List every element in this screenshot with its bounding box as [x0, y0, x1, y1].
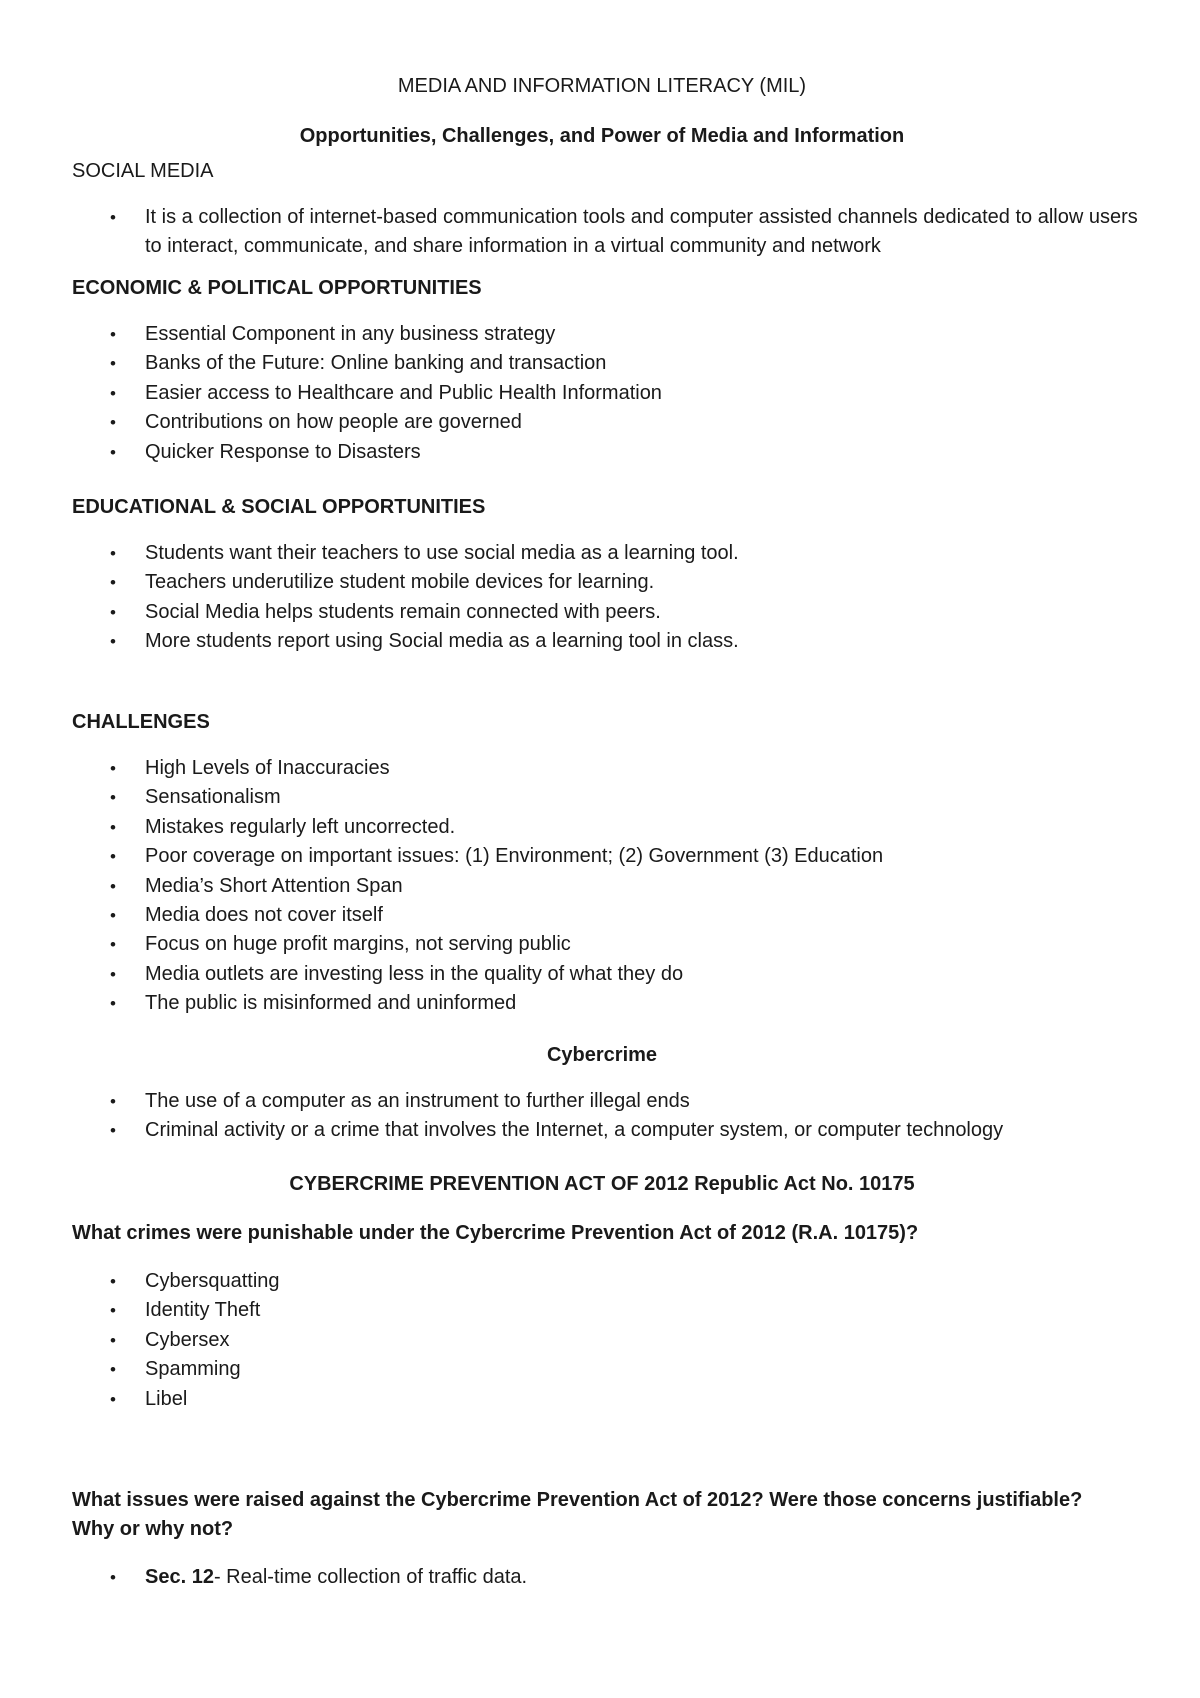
- crimes-list: [72, 1267, 1132, 1414]
- list-item: • Easier access to Healthcare and Public Health Information: [72, 379, 1132, 408]
- list-item: • Criminal activity or a crime that involves the Internet, a computer system, or computer technology: [72, 1116, 1132, 1145]
- bullet-icon: •: [110, 354, 116, 374]
- bullet-icon: •: [110, 442, 116, 462]
- bullet-icon: •: [110, 208, 116, 227]
- bullet-icon: •: [110, 876, 116, 896]
- list-item: • Cybersquatting: [72, 1267, 1132, 1296]
- economic-list: [72, 320, 1132, 467]
- list-item: • Quicker Response to Disasters: [72, 438, 1132, 467]
- list-item: • Banks of the Future: Online banking and transaction: [72, 349, 1132, 378]
- bullet-icon: •: [110, 573, 116, 593]
- list-item: • Poor coverage on important issues: (1) Environment; (2) Government (3) Education: [72, 842, 1132, 871]
- document-title: MEDIA AND INFORMATION LITERACY (MIL): [397, 75, 807, 97]
- challenges-heading: CHALLENGES: [72, 711, 210, 733]
- bullet-icon: •: [110, 544, 116, 563]
- list-item: • Contributions on how people are governed: [72, 408, 1132, 437]
- educational-list: [72, 539, 1132, 657]
- economic-heading: ECONOMIC & POLITICAL OPPORTUNITIES: [72, 277, 482, 299]
- list-item: • Libel: [72, 1385, 1132, 1414]
- bullet-icon: •: [110, 788, 116, 808]
- issues-list: [72, 1563, 1132, 1592]
- list-item: • Essential Component in any business strategy: [72, 320, 1132, 349]
- list-item: • The public is misinformed and uninformed: [72, 989, 1132, 1018]
- social-media-heading: SOCIAL MEDIA: [72, 160, 214, 182]
- list-item: • More students report using Social media as a learning tool in class.: [72, 627, 1132, 656]
- bullet-icon: •: [110, 632, 116, 652]
- list-item: • Media does not cover itself: [72, 901, 1132, 930]
- bullet-icon: •: [110, 1092, 116, 1111]
- bullet-icon: •: [110, 935, 116, 955]
- bullet-icon: •: [110, 759, 116, 778]
- list-item: • High Levels of Inaccuracies: [72, 754, 1132, 783]
- list-item: • Social Media helps students remain connected with peers.: [72, 598, 1132, 627]
- list-item: • The use of a computer as an instrument to further illegal ends: [72, 1087, 1132, 1116]
- list-item: • Spamming: [72, 1355, 1132, 1384]
- section-text: - Real-time collection of traffic data.: [213, 1566, 528, 1588]
- list-item: • Teachers underutilize student mobile devices for learning.: [72, 568, 1132, 597]
- bullet-icon: •: [110, 1360, 116, 1380]
- bullet-icon: •: [110, 1121, 116, 1141]
- list-item: • Identity Theft: [72, 1296, 1132, 1325]
- bullet-icon: •: [110, 906, 116, 926]
- section-label: Sec. 12: [145, 1566, 214, 1588]
- list-item: • Mistakes regularly left uncorrected.: [72, 813, 1132, 842]
- act-heading: CYBERCRIME PREVENTION ACT OF 2012 Republic Act No. 10175: [289, 1173, 915, 1195]
- bullet-icon: •: [110, 602, 116, 622]
- list-item: • It is a collection of internet-based communication tools and computer assisted channels dedicated to allow users to interact, communicate, and share information in a virtual community and network: [72, 203, 1132, 262]
- bullet-icon: •: [110, 413, 116, 433]
- bullet-icon: •: [110, 325, 116, 344]
- bullet-icon: •: [110, 1330, 116, 1350]
- list-item: • Media outlets are investing less in the quality of what they do: [72, 960, 1132, 989]
- bullet-icon: •: [110, 964, 116, 984]
- bullet-icon: •: [110, 817, 116, 837]
- bullet-icon: •: [110, 994, 116, 1014]
- bullet-icon: •: [110, 1272, 116, 1291]
- bullet-icon: •: [110, 1301, 116, 1321]
- crimes-question: What crimes were punishable under the Cybercrime Prevention Act of 2012 (R.A. 10175)?: [72, 1222, 919, 1244]
- challenges-list: [72, 754, 1132, 1019]
- bullet-icon: •: [110, 1568, 116, 1587]
- bullet-icon: •: [110, 847, 116, 867]
- list-item: • Media’s Short Attention Span: [72, 872, 1132, 901]
- cybercrime-list: [72, 1087, 1132, 1146]
- social-media-list: [72, 203, 1138, 262]
- bullet-icon: •: [110, 1389, 116, 1409]
- list-item: • Cybersex: [72, 1326, 1132, 1355]
- educational-heading: EDUCATIONAL & SOCIAL OPPORTUNITIES: [72, 496, 486, 518]
- list-item: • Sensationalism: [72, 783, 1132, 812]
- document-subtitle: Opportunities, Challenges, and Power of Media and Information: [299, 125, 905, 147]
- bullet-icon: •: [110, 383, 116, 403]
- issues-question: What issues were raised against the Cybercrime Prevention Act of 2012? Were those concerns justifiable? Why or why not?: [72, 1489, 1083, 1540]
- list-item: • Students want their teachers to use social media as a learning tool.: [72, 539, 1132, 568]
- list-item: • Focus on huge profit margins, not serving public: [72, 930, 1132, 959]
- cybercrime-heading: Cybercrime: [546, 1044, 658, 1066]
- list-item: [72, 1563, 1132, 1592]
